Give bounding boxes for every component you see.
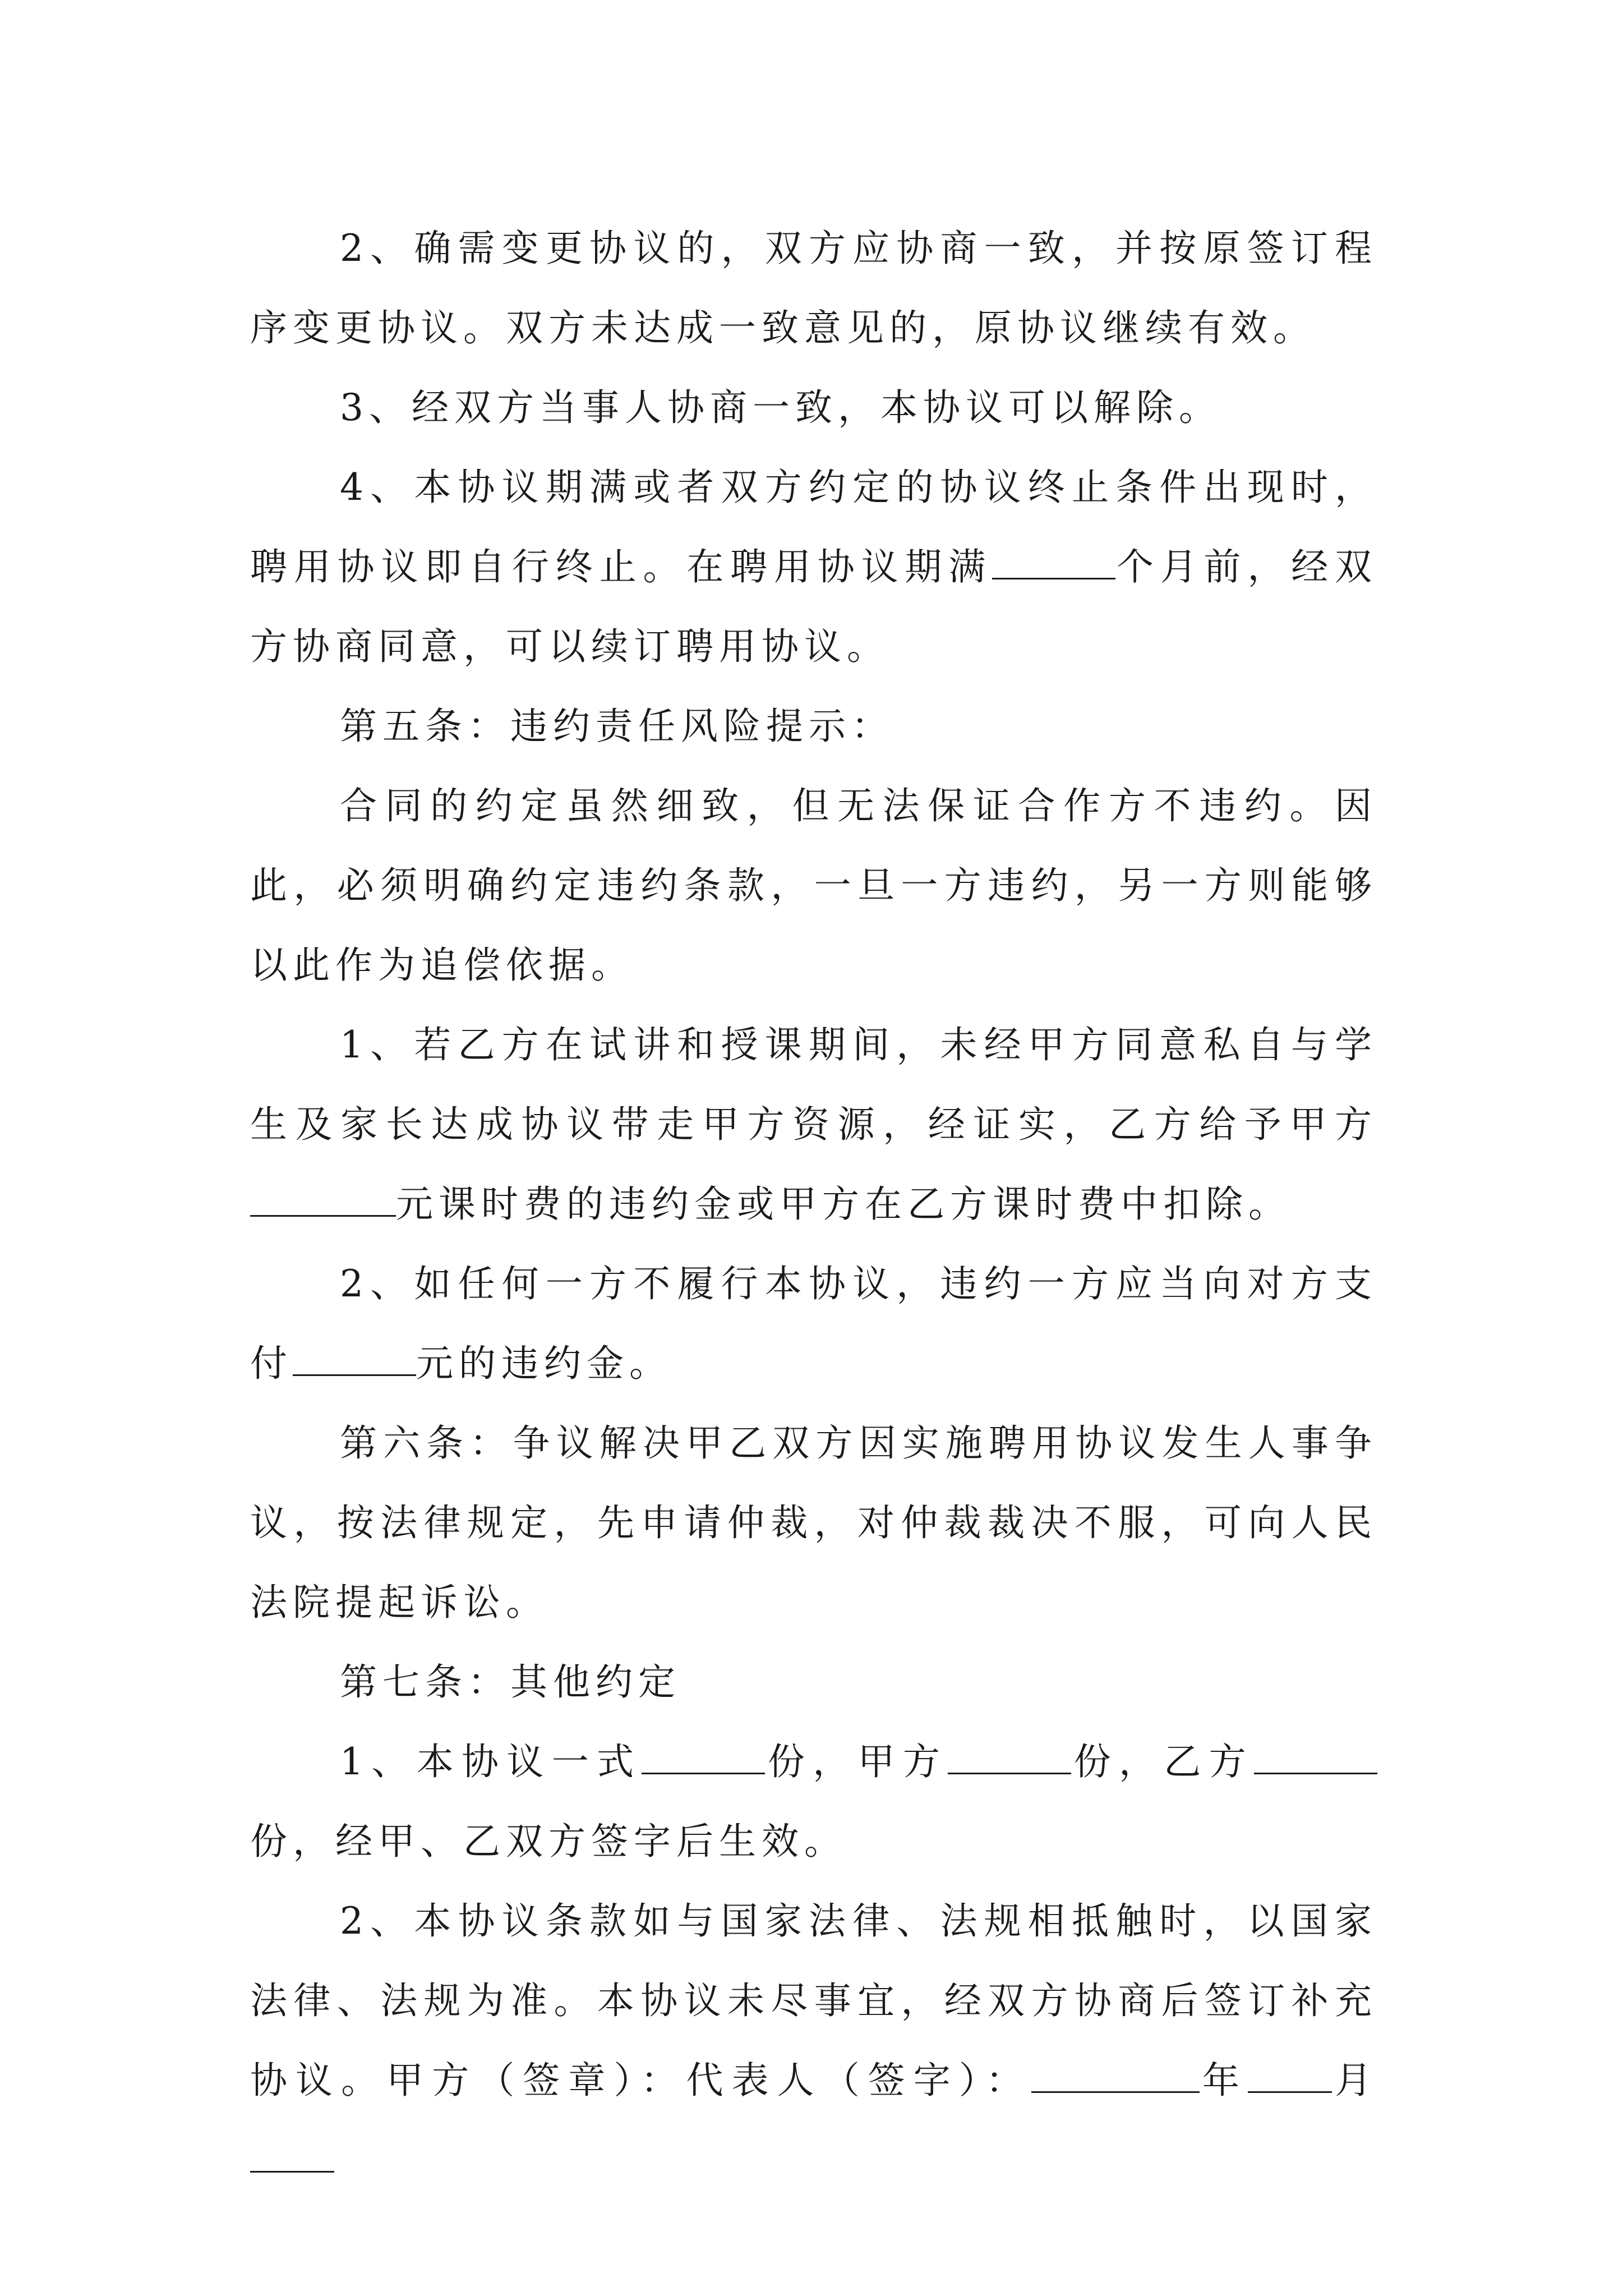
paragraph-copies [250, 1722, 1377, 1881]
blank-day-field[interactable] [250, 2138, 334, 2173]
paragraph-text: 1、若乙方在试讲和授课期间，未经甲方同意私自与学生及家长达成协议带走甲方资源，经证实，乙方给予甲方 [250, 1023, 1377, 1146]
paragraph-text: 元的违约金。 [416, 1342, 672, 1385]
paragraph-text: 2、确需变更协议的，双方应协商一致，并按原签订程序变更协议。双方未达成一致意见的，原协议继续有效。 [250, 227, 1377, 349]
blank-penalty-amount-field[interactable] [293, 1342, 416, 1376]
heading-text: 第五条：违约责任风险提示： [340, 705, 894, 748]
paragraph-text: 3、经双方当事人协商一致，本协议可以解除。 [340, 386, 1221, 429]
blank-party-b-copies-field[interactable] [1254, 1740, 1377, 1774]
paragraph-text: 第六条：争议解决甲乙双方因实施聘用协议发生人事争议，按法律规定，先申请仲裁，对仲裁裁决不服，可向人民法院提起诉讼。 [250, 1421, 1377, 1624]
paragraph-text: 2、本协议条款如与国家法律、法规相抵触时，以国家法律、法规为准。本协议未尽事宜，经双方协商后签订补充协议。甲方（签章）：代表人（签字）： [250, 1899, 1377, 2102]
paragraph-text: 合同的约定虽然细致，但无法保证合作方不违约。因此，必须明确约定违约条款，一旦一方违约，另一方则能够以此作为追偿依据。 [250, 784, 1377, 987]
blank-party-a-copies-field[interactable] [948, 1740, 1071, 1774]
date-year-label: 年 [1199, 2059, 1248, 2102]
paragraph-breach-resources [250, 1005, 1377, 1244]
document-body [250, 209, 1377, 2200]
article-5-heading [250, 687, 1377, 766]
paragraph-legal-compliance [250, 1881, 1377, 2200]
blank-penalty-fee-field[interactable] [250, 1182, 396, 1217]
paragraph-breach-payment [250, 1244, 1377, 1404]
paragraph-text: 元课时费的违约金或甲方在乙方课时费中扣除。 [396, 1182, 1291, 1226]
paragraph-text: 1、本协议一式 [340, 1740, 642, 1783]
paragraph-text: 2、如任何一方不履行本协议，违约一方应当向对方支付 [250, 1262, 1377, 1385]
paragraph-expiry [250, 448, 1377, 687]
blank-month-field[interactable] [1248, 2059, 1332, 2093]
paragraph-text: 份，经甲、乙双方签字后生效。 [250, 1820, 847, 1863]
blank-signature-field[interactable] [1031, 2059, 1200, 2093]
paragraph-change-agreement [250, 209, 1377, 368]
paragraph-text: 个月前，经双方协商同意，可以续订聘用协议。 [250, 545, 1378, 668]
paragraph-text: 份，甲方 [765, 1740, 948, 1783]
paragraph-text: 份，乙方 [1071, 1740, 1254, 1783]
article-6-dispute [250, 1404, 1377, 1642]
date-month-label: 月 [1331, 2059, 1378, 2102]
blank-total-copies-field[interactable] [642, 1740, 765, 1774]
blank-months-field[interactable] [992, 545, 1115, 579]
article-7-heading [250, 1642, 1377, 1722]
paragraph-termination [250, 368, 1377, 448]
paragraph-text: 4、本协议期满或者双方约定的协议终止条件出现时，聘用协议即自行终止。在聘用协议期满 [250, 466, 1377, 588]
heading-text: 第七条：其他约定 [340, 1660, 681, 1704]
paragraph-risk-note [250, 766, 1377, 1005]
